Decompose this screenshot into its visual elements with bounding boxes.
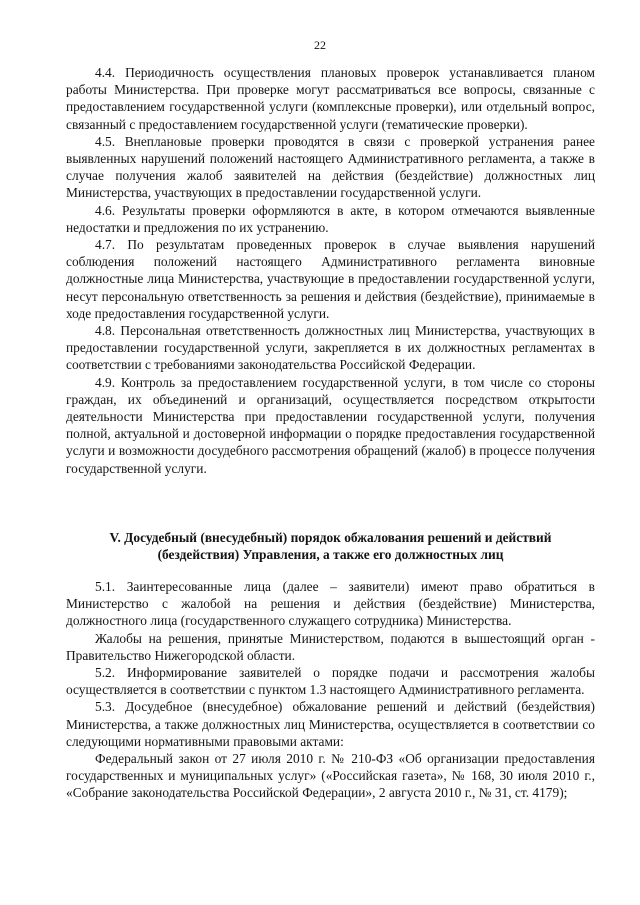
paragraph-complaints-authority: Жалобы на решения, принятые Министерством, подаются в вышестоящий орган - Правительство Нижегородской области.: [66, 630, 595, 663]
section-5-heading: V. Досудебный (внесудебный) порядок обжалования решений и действий (бездействия) Управления, а также его должностных лиц: [109, 530, 552, 563]
paragraph-4-7: 4.7. По результатам проведенных проверок в случае выявления нарушений соблюдения положений настоящего Административного регламента виновные должностные лица Министерства, участвующие в предоставлении государственной услуги, несут персональную ответственность за решения и действия (бездействие), принимаемые в ходе предоставления государственной услуги.: [66, 237, 595, 321]
paragraph-5-1: 5.1. Заинтересованные лица (далее – заявители) имеют право обратиться в Министерство с жалобой на решения и действия (бездействие) Министерства, должностного лица (государственного служащего сотрудника) Министерства.: [66, 579, 595, 629]
paragraph-4-9: 4.9. Контроль за предоставлением государственной услуги, в том числе со стороны граждан, их объединений и организаций, осуществляется посредством открытости деятельности Министерства при предоставлении государственной услуги, получения полной, актуальной и достоверной информации о порядке предоставления государственной услуги и возможности досудебного рассмотрения обращений (жалоб) в процессе получения государственной услуги.: [66, 374, 595, 476]
paragraph-federal-law: Федеральный закон от 27 июля 2010 г. № 210-ФЗ «Об организации предоставления государственных и муниципальных услуг» («Российская газета», № 168, 30 июля 2010 г., «Собрание законодательства Российской Федерации», 2 августа 2010 г., № 31, ст. 4179);: [66, 751, 595, 801]
section-5-body: [66, 578, 595, 802]
paragraph-4-5: 4.5. Внеплановые проверки проводятся в связи с проверкой устранения ранее выявленных нарушений положений настоящего Административного регламента, а также в случае получения жалоб заявителей на действия (бездействие) должностных лиц Министерства, участвующих в предоставлении государственной услуги.: [66, 133, 595, 201]
paragraph-5-2: 5.2. Информирование заявителей о порядке подачи и рассмотрения жалобы осуществляется в соответствии с пунктом 1.3 настоящего Административного регламента.: [66, 665, 595, 698]
page-number: 22: [314, 38, 326, 52]
paragraph-4-4: 4.4. Периодичность осуществления плановых проверок устанавливается планом работы Министерства. При проверке могут рассматриваться все вопросы, связанные с предоставлением государственной услуги (комплексные проверки), или отдельный вопрос, связанный с предоставлением государственной услуги (тематические проверки).: [66, 65, 595, 132]
paragraph-4-8: 4.8. Персональная ответственность должностных лиц Министерства, участвующих в предоставлении государственной услуги, закрепляется в их должностных регламентах в соответствии с требованиями законодательства Российской Федерации.: [66, 323, 595, 373]
paragraph-5-3: 5.3. Досудебное (внесудебное) обжалование решений и действий (бездействия) Министерства, а также должностных лиц Министерства, осуществляется в соответствии со следующими нормативными правовыми актами:: [66, 699, 595, 749]
paragraph-4-6: 4.6. Результаты проверки оформляются в акте, в котором отмечаются выявленные недостатки и предложения по их устранению.: [66, 202, 595, 235]
section-4-body: [66, 64, 595, 477]
